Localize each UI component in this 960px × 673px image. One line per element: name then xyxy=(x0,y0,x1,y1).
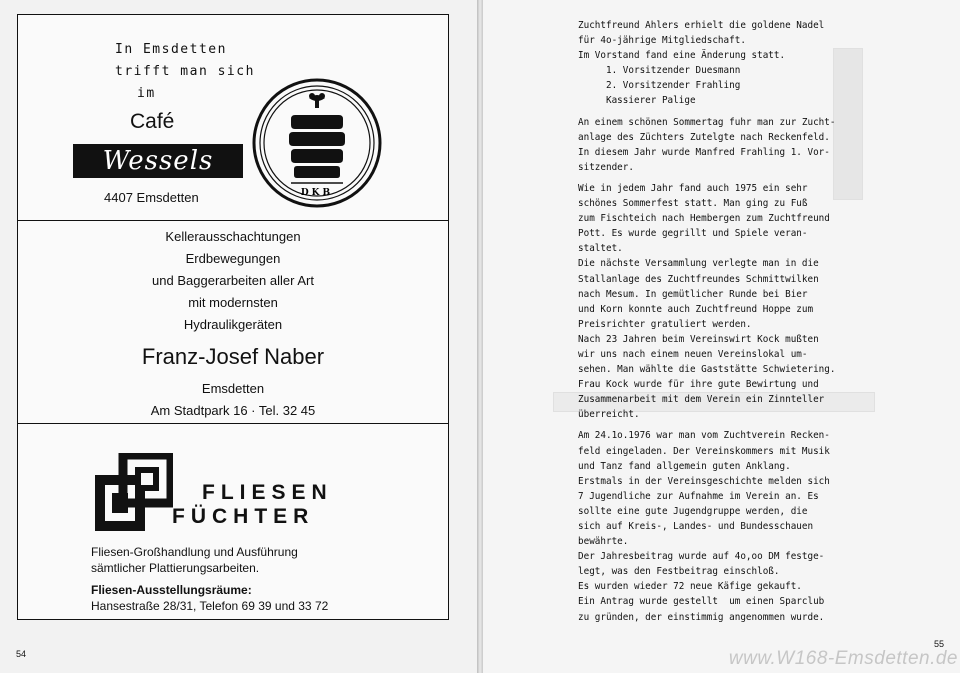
text-line: 2. Vorsitzender Frahling xyxy=(578,80,741,92)
naber-city: Emsdetten xyxy=(201,381,265,396)
text-line: Der Jahresbeitrag wurde auf 4o,oo DM festge- xyxy=(578,551,825,563)
text-line: anlage des Züchters Zutelgte nach Reckenfeld. xyxy=(578,131,830,143)
fliesen-address: Hansestraße 28/31, Telefon 69 39 und 33 72 xyxy=(91,599,329,613)
fliesen-fuechter-ad xyxy=(18,425,448,619)
text-line: Am 24.1o.1976 war man vom Zuchtverein Recken- xyxy=(578,430,830,442)
text-line: 1. Vorsitzender Duesmann xyxy=(578,65,741,77)
wessels-logo-text: Wessels xyxy=(73,144,243,178)
text-line: Stallanlage des Zuchtfreundes Schmittwilken xyxy=(578,273,819,285)
text-line: und Tanz fand allgemein guten Anklang. xyxy=(578,460,791,472)
naber-line-3: und Baggerarbeiten aller Art xyxy=(152,273,314,288)
fuechter-title: FÜCHTER xyxy=(172,505,315,528)
text-line: zu gründen, der einstimmig angenommen wurde. xyxy=(578,611,825,623)
text-line: Zusammenarbeit mit dem Verein ein Zinnteller xyxy=(578,394,825,406)
text-line: nach Mesum. In gemütlicher Runde bei Bier xyxy=(578,288,808,300)
text-line: Nach 23 Jahren beim Vereinswirt Kock mußten xyxy=(578,333,819,345)
right-page xyxy=(483,0,960,673)
fliesen-title: FLIESEN xyxy=(202,481,333,504)
website-watermark: www.W168-Emsdetten.de xyxy=(728,648,958,669)
text-line: Im Vorstand fand eine Änderung statt. xyxy=(578,50,786,62)
text-line: legt, was den Festbeitrag einschloß. xyxy=(578,566,780,578)
text-line: sehen. Man wählte die Gaststätte Schwietering. xyxy=(578,364,836,376)
text-line: überreicht. xyxy=(578,409,640,421)
naber-name: Franz-Josef Naber xyxy=(141,344,325,369)
text-line: Erstmals in der Vereinsgeschichte melden sich xyxy=(578,475,830,487)
text-line: In diesem Jahr wurde Manfred Frahling 1. Vor- xyxy=(578,146,830,158)
text-line: sitzender. xyxy=(578,161,634,173)
naber-line-1: Kellerausschachtungen xyxy=(165,229,301,244)
cafe-ad-line-1: In Emsdetten xyxy=(115,42,227,57)
dkb-logo-icon xyxy=(251,77,383,209)
text-line: Kassierer Palige xyxy=(578,95,696,107)
text-line: Es wurden wieder 72 neue Käfige gekauft. xyxy=(578,581,802,593)
text-line: bewährte. xyxy=(578,536,629,548)
text-line: für 4o-jährige Mitgliedschaft. xyxy=(578,35,746,47)
naber-address: Am Stadtpark 16 · Tel. 32 45 xyxy=(150,403,316,418)
text-line: Wie in jedem Jahr fand auch 1975 ein sehr xyxy=(578,182,808,194)
chronicle-text xyxy=(578,18,878,625)
text-line: sich auf Kreis-, Landes- und Bundesschauen xyxy=(578,521,814,532)
text-line: feld eingeladen. Der Vereinskommers mit Musik xyxy=(578,445,830,457)
text-line: staltet. xyxy=(578,243,623,255)
text-line: schönes Sommerfest statt. Man ging zu Fuß xyxy=(578,198,808,210)
text-line: Die nächste Versammlung verlegte man in die xyxy=(578,258,819,270)
page-number-right: 55 xyxy=(934,639,945,649)
text-line: Frau Kock wurde für ihre gute Bewirtung und xyxy=(578,379,819,391)
naber-line-5: Hydraulikgeräten xyxy=(183,317,283,332)
text-line: Preisrichter gratuliert werden. xyxy=(578,318,752,330)
fliesen-desc-1: Fliesen-Großhandlung und Ausführung xyxy=(91,545,298,559)
advertisement-box xyxy=(17,14,449,620)
naber-line-4: mit modernsten xyxy=(188,295,278,310)
text-line: wir uns nach einem neuen Vereinslokal um- xyxy=(578,348,808,360)
cafe-label: Café xyxy=(130,110,175,133)
fliesen-logo-icon xyxy=(93,453,173,533)
text-line: und Korn konnte auch Zuchtfreund Hoppe zum xyxy=(578,303,814,315)
text-line: 7 Jugendliche zur Aufnahme im Verein an. Es xyxy=(578,490,819,502)
left-page xyxy=(0,0,477,673)
dkb-logo-text: DKB xyxy=(300,188,334,198)
text-line: Pott. Es wurde gegrillt und Spiele veran- xyxy=(578,228,808,240)
cafe-city: 4407 Emsdetten xyxy=(104,190,199,205)
text-line: An einem schönen Sommertag fuhr man zur Zucht- xyxy=(578,116,836,128)
naber-line-2: Erdbewegungen xyxy=(185,251,281,266)
fliesen-showroom-label: Fliesen-Ausstellungsräume: xyxy=(91,583,252,597)
text-line: zum Fischteich nach Hembergen zum Zuchtfreund xyxy=(578,213,830,225)
page-number-left: 54 xyxy=(16,649,27,659)
text-line: Ein Antrag wurde gestellt um einen Sparclub xyxy=(578,596,825,608)
text-line: sollte eine gute Jugendgruppe werden, die xyxy=(578,505,808,517)
naber-ad xyxy=(18,222,448,424)
text-line: Zuchtfreund Ahlers erhielt die goldene Nadel xyxy=(578,20,825,31)
fliesen-desc-2: sämtlicher Plattierungsarbeiten. xyxy=(91,561,260,575)
cafe-ad-line-3: im xyxy=(137,86,156,101)
cafe-wessels-ad xyxy=(18,15,448,221)
cafe-ad-line-2: trifft man sich xyxy=(115,64,255,79)
